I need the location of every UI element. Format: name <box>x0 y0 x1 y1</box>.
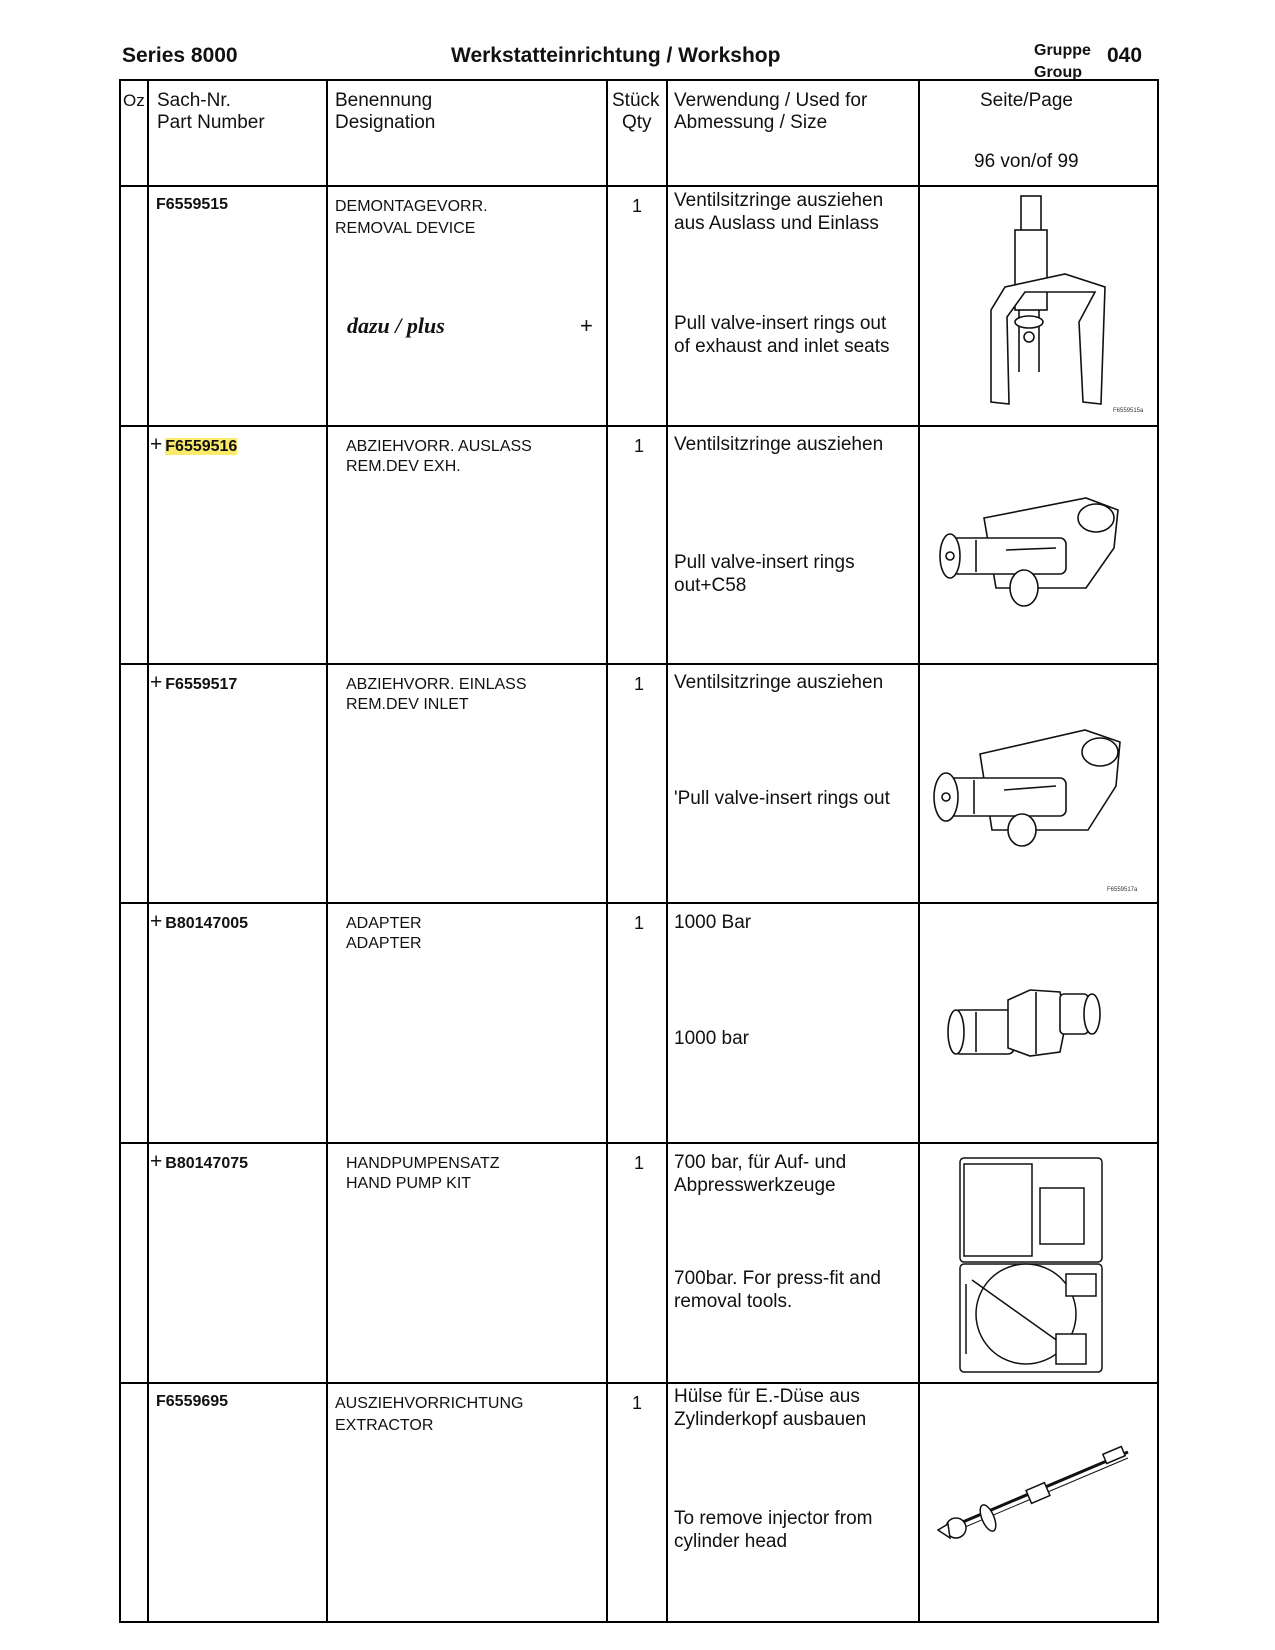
plus-prefix: + <box>150 910 163 933</box>
usage-en <box>674 551 855 597</box>
designation <box>346 675 527 715</box>
usage-en-line2: removal tools. <box>674 1291 793 1312</box>
usage-de-line2: Abpresswerkzeuge <box>674 1175 836 1196</box>
col-use-de: Verwendung / Used for <box>674 90 868 111</box>
usage-en <box>674 1027 749 1050</box>
col-part-en: Part Number <box>157 112 265 133</box>
designation-en: REMOVAL DEVICE <box>335 220 476 237</box>
designation-en: HAND PUMP KIT <box>346 1175 472 1192</box>
usage-de <box>674 671 883 694</box>
designation-de: AUSZIEHVORRICHTUNG <box>335 1395 524 1412</box>
col-desig-en: Designation <box>335 112 436 133</box>
usage-de-line1: Ventilsitzringe ausziehen <box>674 434 884 455</box>
dazu-plus-sign: + <box>580 313 593 338</box>
usage-de-line1: Ventilsitzringe ausziehen <box>674 672 884 693</box>
part-number-cell <box>150 433 237 457</box>
quantity: 1 <box>633 674 644 694</box>
part-number: F6559516 <box>165 438 238 455</box>
usage-en <box>674 787 890 810</box>
usage-en-line1: Pull valve-insert rings out <box>674 313 887 334</box>
col-use-en: Abmessung / Size <box>674 112 828 133</box>
image-code: F6559515a <box>1113 408 1144 414</box>
removal-device-icon <box>985 192 1135 417</box>
designation-de: ADAPTER <box>346 915 422 932</box>
quantity: 1 <box>631 1393 642 1413</box>
part-number: F6559515 <box>156 196 229 213</box>
usage-en <box>674 1267 881 1313</box>
quantity: 1 <box>633 913 644 933</box>
usage-en-line1: To remove injector from <box>674 1508 873 1529</box>
col-qty-en: Qty <box>622 112 652 133</box>
col-page-label: Seite/Page <box>980 90 1073 111</box>
plus-prefix: + <box>150 1150 163 1173</box>
col-oz: Oz <box>123 91 145 110</box>
group-number: 040 <box>1107 44 1143 67</box>
puller-exhaust-icon <box>936 488 1136 608</box>
usage-de <box>674 1385 866 1431</box>
puller-inlet-icon <box>930 720 1140 850</box>
usage-de-line1: Hülse für E.-Düse aus <box>674 1386 860 1407</box>
quantity: 1 <box>631 196 642 216</box>
usage-en <box>674 1507 873 1553</box>
designation-en: REM.DEV INLET <box>346 696 469 713</box>
usage-de-line1: 1000 Bar <box>674 912 752 933</box>
plus-prefix: + <box>150 433 163 456</box>
usage-de-line2: aus Auslass und Einlass <box>674 213 879 234</box>
usage-de-line2: Zylinderkopf ausbauen <box>674 1409 867 1430</box>
designation-de: HANDPUMPENSATZ <box>346 1155 500 1172</box>
col-desig-de: Benennung <box>335 90 433 111</box>
designation <box>335 1393 523 1437</box>
designation <box>346 1154 500 1194</box>
col-qty-de: Stück <box>612 90 660 111</box>
extractor-icon <box>928 1442 1148 1552</box>
usage-de-line1: Ventilsitzringe ausziehen <box>674 190 884 211</box>
group-label-de: Gruppe <box>1034 42 1091 59</box>
usage-en-line1: Pull valve-insert rings <box>674 552 855 573</box>
usage-en-line2: out+C58 <box>674 575 747 596</box>
group-label-en: Group <box>1034 64 1082 81</box>
designation-en: EXTRACTOR <box>335 1417 434 1434</box>
designation <box>346 437 532 477</box>
part-number: F6559695 <box>156 1393 229 1410</box>
usage-en-line1: 'Pull valve-insert rings out <box>674 788 890 809</box>
usage-en-line1: 700bar. For press-fit and <box>674 1268 881 1289</box>
page-title: Werkstatteinrichtung / Workshop <box>451 44 781 67</box>
usage-en-line1: 1000 bar <box>674 1028 750 1049</box>
designation-de: ABZIEHVORR. EINLASS <box>346 676 527 693</box>
image-code: F6559517a <box>1107 887 1138 893</box>
quantity: 1 <box>633 436 644 456</box>
usage-de <box>674 189 883 235</box>
dazu-plus-note: dazu / plus <box>347 313 445 338</box>
quantity: 1 <box>633 1153 644 1173</box>
col-part-de: Sach-Nr. <box>157 90 231 111</box>
page-counter: 96 von/of 99 <box>974 151 1079 172</box>
usage-en-line2: cylinder head <box>674 1531 788 1552</box>
usage-en <box>674 312 889 358</box>
designation-en: ADAPTER <box>346 935 422 952</box>
designation-en: REM.DEV EXH. <box>346 458 461 475</box>
usage-de <box>674 433 883 456</box>
plus-prefix: + <box>150 671 163 694</box>
part-number-cell <box>150 671 237 695</box>
part-number-cell <box>150 1150 248 1174</box>
part-number-cell <box>150 910 248 934</box>
adapter-icon <box>942 972 1112 1072</box>
usage-de <box>674 911 751 934</box>
hand-pump-kit-icon <box>956 1154 1106 1376</box>
usage-de <box>674 1151 846 1197</box>
part-number: B80147005 <box>165 915 249 932</box>
designation <box>335 196 488 240</box>
designation <box>346 914 422 954</box>
part-number: B80147075 <box>165 1155 249 1172</box>
series-label: Series 8000 <box>122 44 238 67</box>
usage-de-line1: 700 bar, für Auf- und <box>674 1152 847 1173</box>
designation-de: DEMONTAGEVORR. <box>335 198 488 215</box>
part-number: F6559517 <box>165 676 238 693</box>
designation-de: ABZIEHVORR. AUSLASS <box>346 438 532 455</box>
usage-en-line2: of exhaust and inlet seats <box>674 336 890 357</box>
